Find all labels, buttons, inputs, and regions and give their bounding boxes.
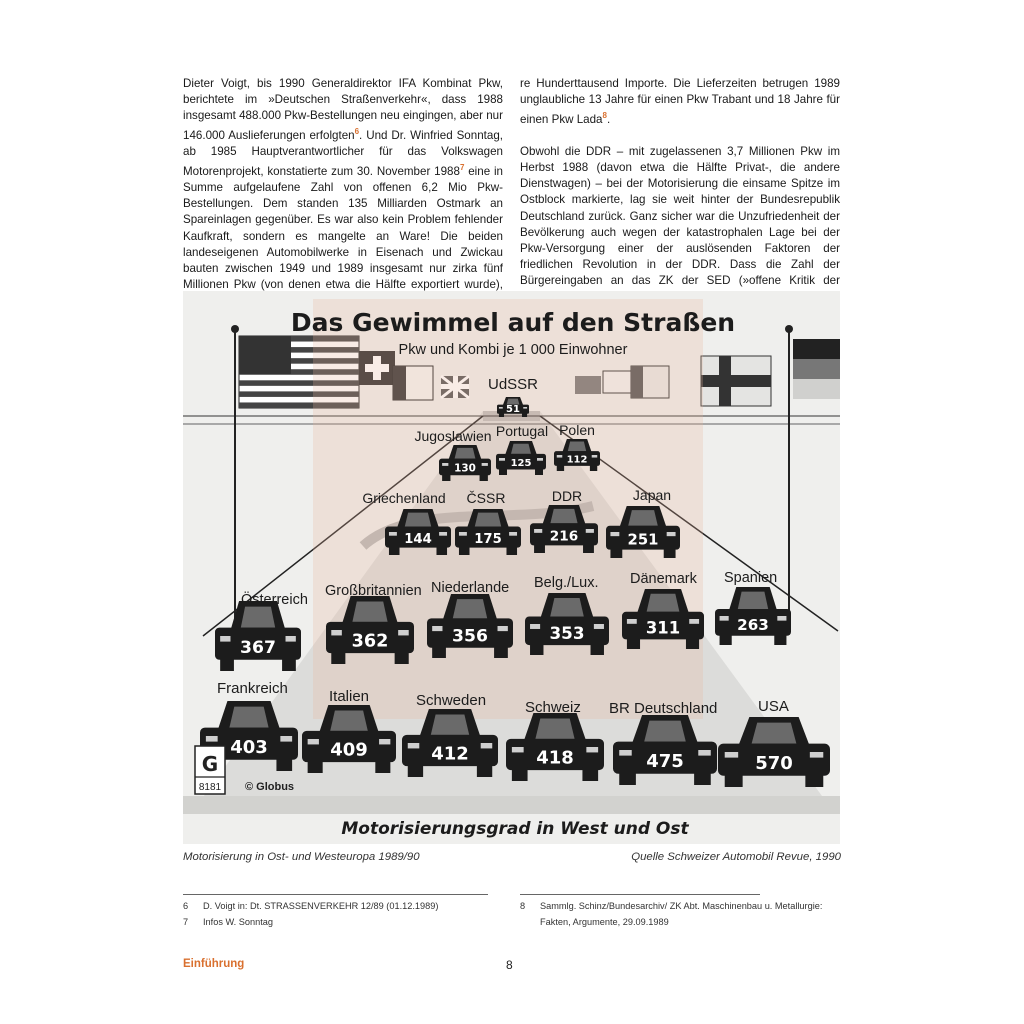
car-light: [280, 736, 292, 742]
car-light: [389, 532, 397, 536]
car-wheel: [583, 543, 594, 553]
car-wheel: [308, 759, 323, 773]
car-10: [325, 583, 422, 664]
car-light: [459, 532, 467, 536]
car-windshield: [405, 513, 431, 527]
car-windshield: [453, 599, 487, 618]
car-windshield: [752, 723, 797, 744]
car-wheel: [557, 465, 564, 471]
car-wheel: [720, 633, 732, 645]
car-19: [609, 700, 717, 785]
footnote-rule: [183, 894, 488, 895]
car-light: [725, 752, 738, 758]
car-wheel: [480, 474, 488, 481]
country-label: Schweiz: [525, 699, 581, 716]
car-light: [509, 532, 517, 536]
car-value: 51: [506, 403, 520, 415]
car-14: [715, 570, 791, 645]
car-light: [592, 455, 598, 458]
car-light: [379, 739, 390, 744]
car-light: [408, 743, 420, 748]
germany-flag-icon: [793, 339, 840, 399]
car-windshield: [647, 594, 680, 612]
car-windshield: [550, 509, 577, 523]
body-column-left: [183, 76, 503, 325]
car-wheel: [530, 643, 543, 655]
figure-title: Das Gewimmel auf den Straßen: [290, 308, 736, 337]
car-light: [720, 616, 729, 621]
car-light: [557, 455, 563, 458]
car-wheel: [494, 645, 508, 658]
car-wheel: [506, 546, 517, 555]
country-label: Dänemark: [630, 571, 697, 587]
car-light: [482, 463, 488, 466]
car-windshield: [511, 444, 531, 454]
car-wheel: [477, 763, 492, 777]
car-wheel: [725, 773, 743, 787]
country-label: Griechenland: [362, 490, 446, 506]
car-wheel: [686, 637, 699, 649]
car-wheel: [610, 548, 622, 558]
car-value: 418: [536, 747, 574, 769]
car-value: 130: [454, 462, 476, 475]
car-wheel: [535, 468, 543, 475]
car-value: 216: [549, 528, 579, 545]
country-label: UdSSR: [487, 376, 539, 393]
text: .: [606, 113, 611, 127]
country-label: Belg./Lux.: [534, 575, 599, 591]
car-windshield: [455, 448, 476, 459]
car-value: 362: [351, 631, 389, 652]
country-label: Japan: [632, 487, 672, 503]
footnote-number: 8: [520, 901, 526, 911]
paragraph: Obwohl die DDR – mit zugelassenen 3,7 Millionen Pkw im Herbst 1988 (davon etwa die Hälfte Privat-, die andere Dienstwagen) – bei der Motorisierung die einsame Spitze im Ostblock markierte, lag sie weit hinter der Bundesrepublik Deutschland zurück. Ganz sicher war die Unzufriedenheit der Bevölkerung auch wegen der katastrophalen Lage bei der Pkw-Versorgung einer der auslösenden Faktoren der friedlichen Revolution in der DDR. Dass die Zahl der Bürgereingaben an das ZK der SED (»offene Kritik der: [520, 145, 840, 287]
copyright-credit: © Globus: [245, 781, 295, 793]
car-windshield: [241, 607, 275, 628]
country-label: Schweden: [416, 692, 487, 709]
car-wheel: [664, 548, 676, 558]
footnotes-right: [520, 898, 850, 930]
country-label: Großbritannien: [325, 583, 422, 599]
car-value: 412: [431, 743, 469, 765]
car-light: [499, 458, 505, 461]
footnote: [183, 898, 483, 914]
car-light: [523, 407, 527, 409]
car-windshield: [644, 721, 686, 742]
car-light: [442, 463, 448, 466]
country-label: DDR: [551, 488, 583, 504]
car-value: 403: [230, 736, 268, 758]
pole-top: [785, 325, 793, 333]
infographic-svg: [183, 291, 840, 844]
footnote-ref-8[interactable]: 8: [602, 111, 607, 121]
country-label: ČSSR: [466, 490, 506, 506]
car-value: 125: [510, 458, 532, 470]
logo-letter: G: [201, 752, 219, 776]
car-wheel: [591, 643, 604, 655]
car-light: [777, 616, 786, 621]
car-value: 409: [330, 739, 368, 761]
text: Dieter Voigt, bis 1990 Generaldirektor IFA Kombinat Pkw, berichtete im »Deutschen Straßenverkehr«, dass 1988 insgesamt 488.000 Pkw-Bestellungen neu eingingen, aber nur 146.000 Auslieferungen erfolgten: [183, 77, 503, 143]
footnote-text: Sammlg. Schinz/Bundesarchiv/ ZK Abt. Maschinenbau u. Metallurgie: Fakten, Argumente, 29.09.1989: [540, 901, 823, 927]
car-windshield: [738, 592, 768, 609]
car-wheel: [432, 645, 446, 658]
car-light: [594, 624, 604, 629]
figure-caption: Motorisierung in Ost- und Westeuropa 1989/90: [183, 851, 420, 863]
car-light: [619, 750, 631, 756]
car-wheel: [282, 657, 296, 671]
figure-source: Quelle Schweizer Automobil Revue, 1990: [631, 851, 841, 863]
car-value: 263: [737, 615, 769, 634]
car-light: [810, 752, 823, 758]
footnotes-left: [183, 898, 483, 930]
car-wheel: [522, 413, 527, 417]
car-light: [534, 529, 542, 533]
footnote-text: Infos W. Sonntag: [203, 917, 273, 927]
footnote: [183, 914, 483, 930]
car-light: [698, 750, 710, 756]
car-wheel: [395, 650, 409, 664]
car-wheel: [408, 763, 423, 777]
footnote-ref-7[interactable]: 7: [459, 163, 465, 173]
car-wheel: [499, 468, 507, 475]
body-column-right: [520, 76, 840, 321]
footnote-ref-6[interactable]: 6: [354, 127, 360, 137]
text: re Hunderttausend Importe. Die Lieferzeiten betrugen 1989 unglaubliche 13 Jahre für einen Pkw Trabant und 18 Jahre für einen Pkw Lada: [520, 77, 840, 127]
footnote-number: 6: [183, 901, 189, 911]
car-wheel: [442, 474, 450, 481]
paragraph: [520, 76, 840, 128]
car-wheel: [590, 465, 597, 471]
car-value: 112: [566, 454, 588, 466]
road-band: [183, 796, 840, 814]
car-wheel: [774, 633, 786, 645]
car-light: [667, 532, 676, 536]
car-light: [432, 626, 442, 631]
paragraph: [183, 76, 503, 309]
car-light: [331, 630, 342, 635]
logo-number: 8181: [198, 782, 222, 793]
car-light: [627, 619, 637, 624]
car-wheel: [512, 767, 528, 781]
text: . Und Dr. Winfried Sonntag, ab 1985 Hauptverantwortlicher für das Volkswagen Motorenprojekt, konstatierte zum 30. November 1988: [183, 129, 503, 179]
country-label: Polen: [559, 422, 595, 438]
car-light: [498, 626, 508, 631]
car-light: [481, 743, 493, 748]
car-windshield: [352, 601, 387, 621]
car-value: 475: [646, 750, 684, 772]
car-value: 175: [474, 532, 502, 548]
pole-top: [231, 325, 239, 333]
footnote-rule: [520, 894, 760, 895]
section-title: Einführung: [183, 958, 245, 970]
car-light: [586, 529, 594, 533]
text: eine in Summe aufgelaufene Zahl von offenen 6,2 Mio Pkw-Bestellungen. Dem standen 135 Milliarden Ostmark an Spareinlagen gegenüber. Es war also kein Problem fehlender Kaufkraft, sondern es mangelte an Ware! Die beiden landeseigenen Automobilwerke in Eisenach und Zwickau bauten zwischen 1949 und 1989 insgesamt nur zirka fünf Millionen Pkw (von denen etwa die Hälfte exportiert wurde),: [183, 165, 503, 291]
car-wheel: [331, 650, 345, 664]
car-value: 356: [452, 626, 488, 647]
country-label: Jugoslawien: [414, 428, 492, 444]
car-light: [398, 630, 409, 635]
figure-bottom-title: Motorisierungsgrad in West und Ost: [341, 819, 689, 839]
car-wheel: [694, 771, 711, 785]
car-light: [586, 747, 598, 752]
car-wheel: [619, 771, 636, 785]
car-windshield: [568, 442, 586, 452]
car-light: [530, 624, 540, 629]
car-windshield: [550, 598, 584, 617]
country-label: Spanien: [724, 570, 778, 586]
car-value: 367: [240, 637, 276, 658]
car-value: 144: [404, 532, 432, 548]
footnote-text: D. Voigt in: Dt. STRASSENVERKEHR 12/89 (01.12.1989): [203, 901, 439, 911]
car-light: [512, 747, 524, 752]
car-light: [689, 619, 699, 624]
car-wheel: [459, 546, 470, 555]
car-wheel: [534, 543, 545, 553]
car-light: [537, 458, 543, 461]
page-number: 8: [506, 958, 513, 972]
car-windshield: [628, 510, 658, 526]
car-wheel: [375, 759, 390, 773]
car-value: 311: [645, 618, 681, 638]
country-label: Österreich: [241, 592, 308, 608]
country-label: Italien: [329, 688, 370, 705]
car-wheel: [582, 767, 598, 781]
car-light: [499, 407, 503, 409]
car-windshield: [535, 718, 574, 738]
car-value: 251: [627, 531, 659, 549]
car-wheel: [436, 546, 447, 555]
country-label: Niederlande: [431, 580, 510, 596]
car-wheel: [276, 757, 292, 771]
car-light: [206, 736, 218, 742]
car-windshield: [229, 707, 268, 728]
car-windshield: [475, 513, 501, 527]
car-light: [439, 532, 447, 536]
car-wheel: [627, 637, 640, 649]
car-wheel: [805, 773, 823, 787]
footnote-number: 7: [183, 917, 189, 927]
car-value: 570: [755, 752, 793, 774]
car-wheel: [499, 413, 504, 417]
car-light: [286, 636, 296, 642]
country-label: Frankreich: [217, 680, 288, 697]
car-light: [308, 739, 319, 744]
car-windshield: [431, 714, 469, 734]
car-wheel: [389, 546, 400, 555]
globus-logo: [195, 746, 225, 794]
car-value: 353: [549, 622, 585, 643]
footnote: [520, 898, 850, 930]
car-windshield: [330, 710, 368, 730]
figure-subtitle: Pkw und Kombi je 1 000 Einwohner: [398, 342, 628, 358]
country-label: USA: [758, 698, 789, 715]
car-wheel: [220, 657, 234, 671]
country-label: Portugal: [495, 423, 549, 439]
car-light: [220, 636, 230, 642]
car-9: [215, 590, 308, 671]
car-11: [427, 580, 513, 658]
car-light: [610, 532, 619, 536]
country-label: BR Deutschland: [609, 700, 718, 717]
infographic-figure: [183, 291, 840, 844]
